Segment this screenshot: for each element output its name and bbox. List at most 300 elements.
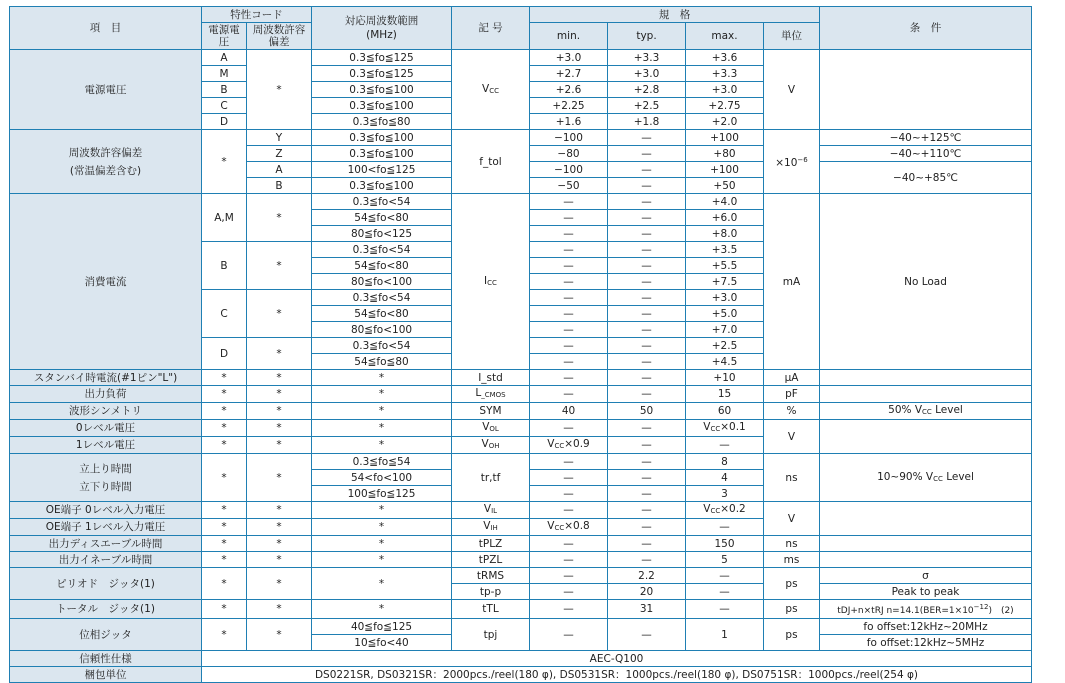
supply-range: 0.3≦fo≦125 — [312, 66, 452, 82]
disable-range: * — [312, 536, 452, 552]
supply-typ: +1.8 — [608, 114, 686, 130]
vol-symbol-main: V — [482, 421, 490, 433]
freqtol-code: B — [247, 178, 312, 194]
supply-code: M — [202, 66, 247, 82]
freqtol-min: −100 — [530, 162, 608, 178]
icc-max: +3.0 — [686, 290, 764, 306]
total-max: — — [686, 600, 764, 619]
rise-range: 100≦fo≦125 — [312, 486, 452, 502]
icc-typ: — — [608, 226, 686, 242]
phase-symbol: tpj — [452, 619, 530, 651]
period-unit: ps — [764, 568, 820, 600]
period-max: — — [686, 568, 764, 584]
symmetry-cond — [820, 403, 1032, 420]
icc-typ: — — [608, 290, 686, 306]
icc-max: +5.5 — [686, 258, 764, 274]
vih-min — [530, 519, 608, 536]
voh-voltage: * — [202, 437, 247, 454]
rise-range: 54<fo<100 — [312, 470, 452, 486]
voh-symbol-main: V — [481, 438, 489, 450]
standby-voltage: * — [202, 370, 247, 386]
freqtol-range: 0.3≦fo≦100 — [312, 178, 452, 194]
vil-range: * — [312, 502, 452, 519]
icc-range: 0.3≦fo<54 — [312, 242, 452, 258]
enable-cond — [820, 552, 1032, 568]
vol-tol: * — [247, 420, 312, 437]
period-label: ピリオド ジッタ(1) — [10, 568, 202, 600]
voh-symbol-sub: OH — [488, 442, 500, 450]
standby-symbol: I_std — [452, 370, 530, 386]
icc-range: 80≦fo<100 — [312, 274, 452, 290]
icc-min: — — [530, 210, 608, 226]
enable-label: 出力イネーブル時間 — [10, 552, 202, 568]
total-unit: ps — [764, 600, 820, 619]
icc-range: 54≦fo<80 — [312, 306, 452, 322]
disable-min: — — [530, 536, 608, 552]
total-symbol: tTL — [452, 600, 530, 619]
vil-tol: * — [247, 502, 312, 519]
supply-max: +2.0 — [686, 114, 764, 130]
enable-range: * — [312, 552, 452, 568]
rise-label — [10, 454, 202, 502]
supply-unit: V — [764, 50, 820, 130]
standby-unit: μA — [764, 370, 820, 386]
supply-max: +3.3 — [686, 66, 764, 82]
vih-max: — — [686, 519, 764, 536]
header-freq-unit: (MHz) — [366, 29, 397, 41]
vil-symbol-sub: IL — [491, 507, 498, 515]
icc-min: — — [530, 226, 608, 242]
disable-label: 出力ディスエーブル時間 — [10, 536, 202, 552]
packing-label: 梱包単位 — [10, 667, 202, 683]
reliability-value: AEC-Q100 — [202, 651, 1032, 667]
vil-row — [10, 502, 1032, 519]
freqtol-code: A — [247, 162, 312, 178]
phase-cond: fo offset:12kHz~5MHz — [820, 635, 1032, 651]
icc-max: +4.0 — [686, 194, 764, 210]
icc-max: +5.0 — [686, 306, 764, 322]
icc-min: — — [530, 306, 608, 322]
phase-label: 位相ジッタ — [10, 619, 202, 651]
load-symbol-main: L — [475, 387, 482, 399]
vih-min-rest: ×0.8 — [564, 520, 590, 532]
freqtol-min: −100 — [530, 130, 608, 146]
icc-code: B — [202, 242, 247, 290]
phase-row — [10, 619, 1032, 635]
vih-voltage: * — [202, 519, 247, 536]
header-max: max. — [686, 23, 764, 50]
freqtol-cond: −40~+125℃ — [820, 130, 1032, 146]
disable-row — [10, 536, 1032, 552]
icc-min: — — [530, 274, 608, 290]
vout-cond — [820, 420, 1032, 454]
header-item: 項 目 — [10, 7, 202, 50]
icc-symbol — [452, 194, 530, 370]
freqtol-max: +100 — [686, 130, 764, 146]
period-cond: σ — [820, 568, 1032, 584]
period-cond: Peak to peak — [820, 584, 1032, 600]
packing-value: DS0221SR, DS0321SR：2000pcs./reel(180 φ), DS0531SR：1000pcs./reel(180 φ), DS0751SR：1000pcs./reel(254 φ) — [202, 667, 1032, 683]
header-voltage-code: 電源電圧 — [202, 23, 247, 50]
icc-code: A,M — [202, 194, 247, 242]
load-symbol-sub: _CMOS — [481, 391, 506, 399]
supply-typ: +3.3 — [608, 50, 686, 66]
supply-typ: +2.5 — [608, 98, 686, 114]
icc-code: D — [202, 338, 247, 370]
supply-typ: +2.8 — [608, 82, 686, 98]
icc-typ: — — [608, 306, 686, 322]
supply-max: +3.0 — [686, 82, 764, 98]
vil-max-sub: CC — [710, 507, 721, 515]
total-cond — [820, 600, 1032, 619]
icc-tol: * — [247, 194, 312, 242]
icc-min: — — [530, 354, 608, 370]
symmetry-row — [10, 403, 1032, 420]
rise-typ: — — [608, 470, 686, 486]
supply-symbol-sub: CC — [489, 86, 499, 95]
vin-cond — [820, 502, 1032, 536]
load-cond — [820, 386, 1032, 403]
supply-max: +2.75 — [686, 98, 764, 114]
icc-max: +8.0 — [686, 226, 764, 242]
freqtol-code: Z — [247, 146, 312, 162]
load-tol: * — [247, 386, 312, 403]
header-freq-range-label: 対応周波数範囲 — [344, 15, 419, 27]
voh-symbol — [452, 437, 530, 454]
supply-range: 0.3≦fo≦100 — [312, 98, 452, 114]
enable-voltage: * — [202, 552, 247, 568]
supply-symbol — [452, 50, 530, 130]
freqtol-range: 0.3≦fo≦100 — [312, 146, 452, 162]
enable-symbol: tPZL — [452, 552, 530, 568]
icc-cond: No Load — [820, 194, 1032, 370]
total-tol: * — [247, 600, 312, 619]
rise-typ: — — [608, 454, 686, 470]
phase-range: 10≦fo<40 — [312, 635, 452, 651]
vol-max — [686, 420, 764, 437]
freqtol-unit — [764, 130, 820, 194]
disable-tol: * — [247, 536, 312, 552]
rise-voltage: * — [202, 454, 247, 502]
vih-min-sub: CC — [554, 524, 565, 532]
header-typ: typ. — [608, 23, 686, 50]
rise-label-2: 立下り時間 — [79, 480, 132, 493]
standby-typ: — — [608, 370, 686, 386]
rise-cond-sub: CC — [933, 474, 943, 483]
disable-max: 150 — [686, 536, 764, 552]
rise-symbol: tr,tf — [452, 454, 530, 502]
rise-cond — [820, 454, 1032, 502]
symmetry-cond-b: Level — [931, 404, 963, 416]
rise-cond-b: Level — [942, 470, 974, 483]
header-row-1 — [10, 7, 1032, 23]
freqtol-typ: — — [608, 130, 686, 146]
icc-max: +7.0 — [686, 322, 764, 338]
freqtol-max: +100 — [686, 162, 764, 178]
icc-min: — — [530, 242, 608, 258]
vin-unit: V — [764, 502, 820, 536]
load-voltage: * — [202, 386, 247, 403]
voh-label: 1レベル電圧 — [10, 437, 202, 454]
icc-range: 0.3≦fo<54 — [312, 338, 452, 354]
vih-label: OE端子 1レベル入力電圧 — [10, 519, 202, 536]
icc-min: — — [530, 194, 608, 210]
voh-typ: — — [608, 437, 686, 454]
supply-code: B — [202, 82, 247, 98]
icc-max: +2.5 — [686, 338, 764, 354]
vol-typ: — — [608, 420, 686, 437]
symmetry-min: 40 — [530, 403, 608, 420]
vol-max-rest: ×0.1 — [720, 421, 746, 433]
icc-range: 54≦fo<80 — [312, 258, 452, 274]
freqtol-min: −80 — [530, 146, 608, 162]
vol-range: * — [312, 420, 452, 437]
total-voltage: * — [202, 600, 247, 619]
vil-typ: — — [608, 502, 686, 519]
period-max: — — [686, 584, 764, 600]
rise-unit: ns — [764, 454, 820, 502]
header-cond: 条 件 — [820, 7, 1032, 50]
supply-range: 0.3≦fo≦100 — [312, 82, 452, 98]
enable-min: — — [530, 552, 608, 568]
total-row — [10, 600, 1032, 619]
freqtol-unit-exp: −6 — [797, 156, 808, 164]
vih-min-main: V — [547, 520, 555, 532]
supply-code: A — [202, 50, 247, 66]
vol-voltage: * — [202, 420, 247, 437]
freqtol-range: 0.3≦fo≦100 — [312, 130, 452, 146]
icc-min: — — [530, 338, 608, 354]
rise-range: 0.3≦fo≦54 — [312, 454, 452, 470]
icc-label: 消費電流 — [10, 194, 202, 370]
standby-row — [10, 370, 1032, 386]
period-min: — — [530, 568, 608, 584]
supply-symbol-main: V — [482, 82, 490, 95]
phase-typ: — — [608, 619, 686, 651]
enable-unit: ms — [764, 552, 820, 568]
icc-row — [10, 194, 1032, 210]
disable-cond — [820, 536, 1032, 552]
freqtol-max: +50 — [686, 178, 764, 194]
vil-symbol-main: V — [483, 503, 492, 515]
freqtol-cond: −40~+110℃ — [820, 146, 1032, 162]
icc-typ: — — [608, 322, 686, 338]
freqtol-typ: — — [608, 162, 686, 178]
icc-min: — — [530, 322, 608, 338]
supply-tol: * — [247, 50, 312, 130]
period-symbol: tRMS — [452, 568, 530, 584]
icc-tol: * — [247, 242, 312, 290]
vih-symbol-sub: IH — [490, 524, 498, 532]
freqtol-unit-main: ×10 — [775, 157, 798, 169]
header-unit: 単位 — [764, 23, 820, 50]
supply-typ: +3.0 — [608, 66, 686, 82]
icc-range: 54≦fo≦80 — [312, 354, 452, 370]
freqtol-typ: — — [608, 146, 686, 162]
voh-tol: * — [247, 437, 312, 454]
vol-row — [10, 420, 1032, 437]
phase-min: — — [530, 619, 608, 651]
spec-table — [9, 6, 1032, 683]
icc-max: +6.0 — [686, 210, 764, 226]
icc-range: 0.3≦fo<54 — [312, 290, 452, 306]
symmetry-voltage: * — [202, 403, 247, 420]
vih-typ: — — [608, 519, 686, 536]
period-typ: 20 — [608, 584, 686, 600]
packing-row — [10, 667, 1032, 683]
icc-tol: * — [247, 290, 312, 338]
vih-symbol — [452, 519, 530, 536]
freqtol-label-2: (常温偏差含む) — [69, 164, 142, 177]
rise-max: 3 — [686, 486, 764, 502]
symmetry-tol: * — [247, 403, 312, 420]
rise-min: — — [530, 470, 608, 486]
spec-table-container — [9, 6, 1031, 683]
enable-max: 5 — [686, 552, 764, 568]
icc-max: +4.5 — [686, 354, 764, 370]
disable-unit: ns — [764, 536, 820, 552]
supply-min: +3.0 — [530, 50, 608, 66]
freqtol-typ: — — [608, 178, 686, 194]
rise-max: 4 — [686, 470, 764, 486]
symmetry-max: 60 — [686, 403, 764, 420]
supply-row — [10, 50, 1032, 66]
load-typ: — — [608, 386, 686, 403]
freqtol-range: 100<fo≦125 — [312, 162, 452, 178]
supply-min: +2.25 — [530, 98, 608, 114]
rise-min: — — [530, 454, 608, 470]
phase-tol: * — [247, 619, 312, 651]
vout-unit: V — [764, 420, 820, 454]
header-min: min. — [530, 23, 608, 50]
icc-min: — — [530, 258, 608, 274]
enable-typ: — — [608, 552, 686, 568]
icc-typ: — — [608, 194, 686, 210]
period-row — [10, 568, 1032, 584]
total-typ: 31 — [608, 600, 686, 619]
vih-symbol-main: V — [483, 520, 491, 532]
phase-unit: ps — [764, 619, 820, 651]
total-cond-b: ) (2) — [988, 606, 1014, 616]
period-typ: 2.2 — [608, 568, 686, 584]
standby-max: +10 — [686, 370, 764, 386]
symmetry-cond-a: 50% V — [888, 404, 922, 416]
vol-max-main: V — [703, 421, 711, 433]
rise-tol: * — [247, 454, 312, 502]
icc-code: C — [202, 290, 247, 338]
supply-range: 0.3≦fo≦80 — [312, 114, 452, 130]
vol-symbol-sub: OL — [489, 425, 499, 433]
voh-range: * — [312, 437, 452, 454]
load-min: — — [530, 386, 608, 403]
vil-max-rest: ×0.2 — [720, 503, 746, 515]
vih-tol: * — [247, 519, 312, 536]
phase-range: 40≦fo≦125 — [312, 619, 452, 635]
total-label: トータル ジッタ(1) — [10, 600, 202, 619]
supply-range: 0.3≦fo≦125 — [312, 50, 452, 66]
rise-row — [10, 454, 1032, 470]
icc-typ: — — [608, 354, 686, 370]
phase-voltage: * — [202, 619, 247, 651]
supply-min: +2.6 — [530, 82, 608, 98]
rise-label-1: 立上り時間 — [79, 462, 132, 475]
icc-range: 80≦fo<100 — [312, 322, 452, 338]
supply-min: +2.7 — [530, 66, 608, 82]
supply-cond — [820, 50, 1032, 130]
standby-tol: * — [247, 370, 312, 386]
icc-typ: — — [608, 210, 686, 226]
reliability-row — [10, 651, 1032, 667]
header-code: 特性コード — [202, 7, 312, 23]
freqtol-min: −50 — [530, 178, 608, 194]
icc-typ: — — [608, 258, 686, 274]
period-range: * — [312, 568, 452, 600]
freqtol-max: +80 — [686, 146, 764, 162]
freqtol-label-1: 周波数許容偏差 — [68, 146, 143, 159]
enable-tol: * — [247, 552, 312, 568]
rise-max: 8 — [686, 454, 764, 470]
icc-range: 80≦fo<125 — [312, 226, 452, 242]
supply-label: 電源電圧 — [10, 50, 202, 130]
icc-typ: — — [608, 242, 686, 258]
disable-voltage: * — [202, 536, 247, 552]
vol-max-sub: CC — [710, 425, 721, 433]
icc-max: +7.5 — [686, 274, 764, 290]
symmetry-symbol: SYM — [452, 403, 530, 420]
icc-max: +3.5 — [686, 242, 764, 258]
load-unit: pF — [764, 386, 820, 403]
header-spec: 規 格 — [530, 7, 820, 23]
vil-min: — — [530, 502, 608, 519]
freqtol-voltage: * — [202, 130, 247, 194]
supply-min: +1.6 — [530, 114, 608, 130]
vil-symbol — [452, 502, 530, 519]
total-cond-a: tDJ+n×tRJ n=14.1(BER=1×10 — [837, 606, 974, 616]
icc-min: — — [530, 290, 608, 306]
vol-min: — — [530, 420, 608, 437]
icc-tol: * — [247, 338, 312, 370]
load-range: * — [312, 386, 452, 403]
freqtol-cond: −40~+85℃ — [820, 162, 1032, 194]
disable-typ: — — [608, 536, 686, 552]
standby-min: — — [530, 370, 608, 386]
vil-max — [686, 502, 764, 519]
load-max: 15 — [686, 386, 764, 403]
vil-max-main: V — [703, 503, 711, 515]
total-min: — — [530, 600, 608, 619]
standby-cond — [820, 370, 1032, 386]
total-cond-exp: −12 — [973, 603, 989, 611]
vil-voltage: * — [202, 502, 247, 519]
symmetry-unit: % — [764, 403, 820, 420]
period-voltage: * — [202, 568, 247, 600]
icc-unit: mA — [764, 194, 820, 370]
freqtol-label — [10, 130, 202, 194]
icc-range: 54≦fo<80 — [312, 210, 452, 226]
voh-min-sub: CC — [554, 442, 565, 450]
load-row — [10, 386, 1032, 403]
period-symbol: tp-p — [452, 584, 530, 600]
rise-typ: — — [608, 486, 686, 502]
vih-range: * — [312, 519, 452, 536]
standby-label: スタンバイ時電流(#1ピン"L") — [10, 370, 202, 386]
phase-cond: fo offset:12kHz~20MHz — [820, 619, 1032, 635]
enable-row — [10, 552, 1032, 568]
phase-max: 1 — [686, 619, 764, 651]
rise-cond-a: 10~90% V — [877, 470, 934, 483]
symmetry-typ: 50 — [608, 403, 686, 420]
symmetry-label: 波形シンメトリ — [10, 403, 202, 420]
